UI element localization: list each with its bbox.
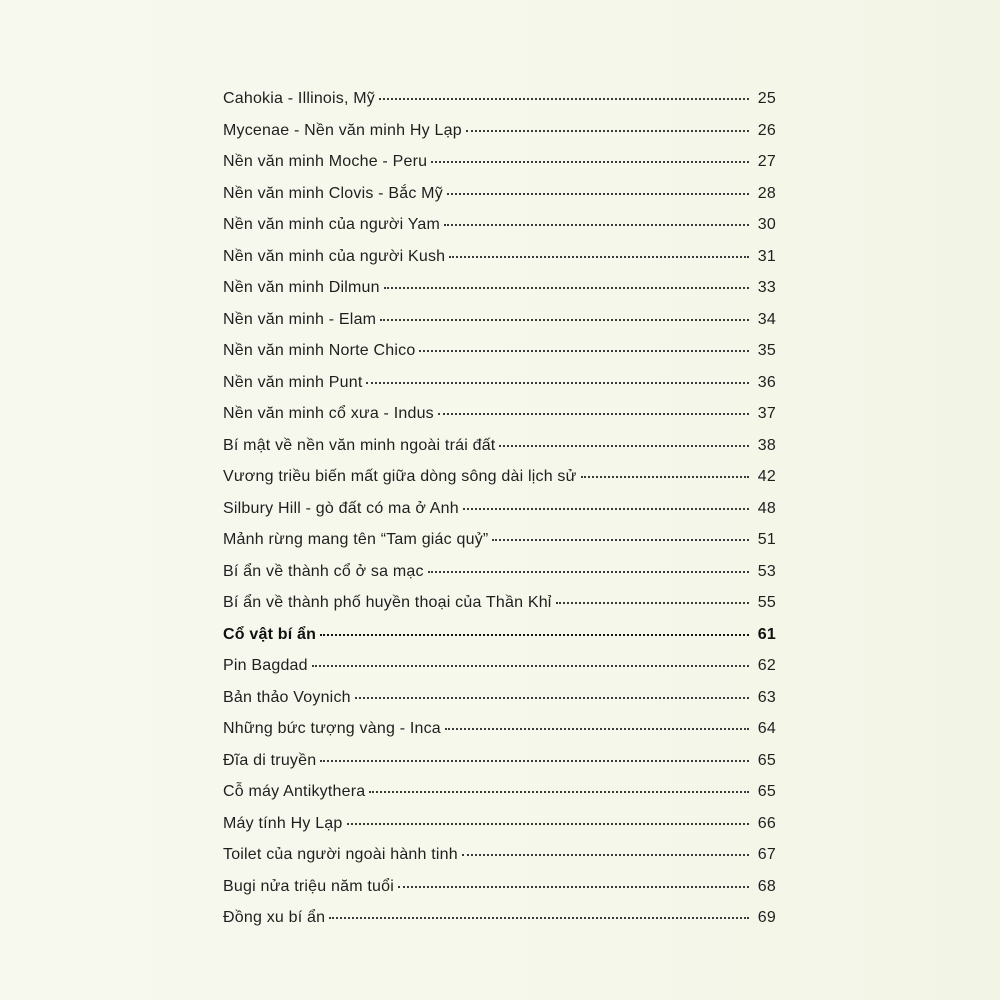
toc-entry-page-number: 27 xyxy=(757,153,776,170)
toc-entry-page-number: 48 xyxy=(757,499,776,517)
toc-entry-page-number: 61 xyxy=(757,625,776,643)
toc-entry-page-number: 69 xyxy=(757,909,776,926)
toc-entry-page-number: 62 xyxy=(757,657,776,674)
toc-entry-title: Nền văn minh của người Yam xyxy=(223,216,441,233)
dot-leader xyxy=(380,319,749,321)
dot-leader xyxy=(431,161,749,163)
toc-entry-page-number: 42 xyxy=(757,468,776,485)
toc-entry-title: Bí ẩn về thành phố huyền thoại của Thần Khỉ xyxy=(223,594,552,611)
toc-entry-page-number: 33 xyxy=(757,279,776,296)
dot-leader xyxy=(556,602,749,604)
dot-leader xyxy=(463,508,749,510)
dot-leader xyxy=(366,382,749,384)
toc-entry-title: Nền văn minh của người Kush xyxy=(223,247,446,265)
toc-entry-title: Bản thảo Voynich xyxy=(223,688,351,706)
toc-entry-page-number: 36 xyxy=(757,373,776,391)
toc-entry-title: Mycenae - Nền văn minh Hy Lạp xyxy=(223,121,462,139)
toc-entry xyxy=(223,878,776,910)
toc-entry xyxy=(223,185,776,217)
toc-entry-page-number: 26 xyxy=(757,121,776,139)
toc-entry xyxy=(223,437,776,469)
dot-leader xyxy=(499,445,749,447)
toc-entry xyxy=(223,216,776,248)
toc-entry-title: Những bức tượng vàng - Inca xyxy=(223,720,441,737)
toc-entry-page-number: 65 xyxy=(757,751,776,769)
toc-entry xyxy=(223,122,776,154)
toc-entry-title: Nền văn minh cổ xưa - Indus xyxy=(223,405,434,422)
toc-entry-title: Mảnh rừng mang tên “Tam giác quỷ” xyxy=(223,531,489,548)
toc-entry-title: Đĩa di truyền xyxy=(223,751,317,769)
toc-entry-page-number: 38 xyxy=(757,436,776,454)
toc-entry xyxy=(223,815,776,847)
toc-entry-page-number: 37 xyxy=(757,405,776,422)
dot-leader xyxy=(444,224,749,226)
toc-entry-page-number: 35 xyxy=(757,342,776,359)
toc-entry xyxy=(223,248,776,280)
toc-entry-page-number: 64 xyxy=(757,720,776,737)
toc-entry-page-number: 51 xyxy=(757,531,776,548)
dot-leader xyxy=(445,728,749,730)
dot-leader xyxy=(492,539,749,541)
toc-entry-title: Cỗ máy Antikythera xyxy=(223,783,366,800)
toc-entry xyxy=(223,909,776,941)
toc-entry-title: Toilet của người ngoài hành tinh xyxy=(223,846,458,863)
toc-entry xyxy=(223,531,776,563)
toc-entry xyxy=(223,689,776,721)
toc-entry-title: Bí ẩn về thành cổ ở sa mạc xyxy=(223,562,424,580)
dot-leader xyxy=(329,917,749,919)
toc-entry xyxy=(223,657,776,689)
toc-entry-title: Bí mật về nền văn minh ngoài trái đất xyxy=(223,436,496,454)
dot-leader xyxy=(428,571,749,573)
toc-entry xyxy=(223,563,776,595)
dot-leader xyxy=(384,287,749,289)
toc-entry-page-number: 31 xyxy=(757,247,776,265)
toc-entry xyxy=(223,468,776,500)
dot-leader xyxy=(398,886,749,888)
toc-entry-title: Nền văn minh Clovis - Bắc Mỹ xyxy=(223,184,443,202)
toc-entry-title: Nền văn minh Moche - Peru xyxy=(223,153,428,170)
toc-entry-title: Cahokia - Illinois, Mỹ xyxy=(223,90,376,107)
toc-entry xyxy=(223,720,776,752)
toc-entry-title: Pin Bagdad xyxy=(223,657,308,674)
toc-entry-page-number: 28 xyxy=(757,184,776,202)
toc-entry-title: Nền văn minh Norte Chico xyxy=(223,342,416,359)
dot-leader xyxy=(419,350,749,352)
toc-entry xyxy=(223,405,776,437)
toc-entry-title: Nền văn minh - Elam xyxy=(223,310,377,328)
dot-leader xyxy=(438,413,749,415)
toc-entry-page-number: 66 xyxy=(757,814,776,832)
toc-entry xyxy=(223,846,776,878)
toc-entry-page-number: 30 xyxy=(757,216,776,233)
dot-leader xyxy=(320,760,749,762)
toc-entry-title: Bugi nửa triệu năm tuổi xyxy=(223,877,394,895)
dot-leader xyxy=(320,634,749,636)
dot-leader xyxy=(449,256,749,258)
toc-entry-page-number: 63 xyxy=(757,688,776,706)
toc-entry-title: Silbury Hill - gò đất có ma ở Anh xyxy=(223,499,459,517)
dot-leader xyxy=(379,98,749,100)
toc-section-heading xyxy=(223,626,776,658)
toc-entry xyxy=(223,311,776,343)
toc-entry xyxy=(223,279,776,311)
toc-entry xyxy=(223,342,776,374)
toc-entry-title: Nền văn minh Dilmun xyxy=(223,279,380,296)
toc-entry-page-number: 65 xyxy=(757,783,776,800)
toc-entry xyxy=(223,374,776,406)
toc-entry xyxy=(223,500,776,532)
toc-entry xyxy=(223,783,776,815)
toc-entry-page-number: 53 xyxy=(757,562,776,580)
dot-leader xyxy=(447,193,749,195)
dot-leader xyxy=(466,130,749,132)
toc-entry-title: Cổ vật bí ẩn xyxy=(223,625,317,643)
toc-entry-title: Đồng xu bí ẩn xyxy=(223,909,326,926)
toc-entry xyxy=(223,153,776,185)
toc-entry-title: Nền văn minh Punt xyxy=(223,373,363,391)
table-of-contents xyxy=(223,90,776,941)
toc-entry xyxy=(223,752,776,784)
toc-entry-title: Vương triều biến mất giữa dòng sông dài lịch sử xyxy=(223,468,577,485)
dot-leader xyxy=(462,854,749,856)
toc-entry-page-number: 34 xyxy=(757,310,776,328)
dot-leader xyxy=(312,665,749,667)
dot-leader xyxy=(581,476,749,478)
toc-entry-title: Máy tính Hy Lạp xyxy=(223,814,343,832)
toc-entry-page-number: 55 xyxy=(757,594,776,611)
toc-entry-page-number: 25 xyxy=(757,90,776,107)
toc-entry-page-number: 68 xyxy=(757,877,776,895)
dot-leader xyxy=(355,697,749,699)
dot-leader xyxy=(347,823,750,825)
toc-entry-page-number: 67 xyxy=(757,846,776,863)
dot-leader xyxy=(369,791,749,793)
toc-entry xyxy=(223,594,776,626)
toc-entry xyxy=(223,90,776,122)
